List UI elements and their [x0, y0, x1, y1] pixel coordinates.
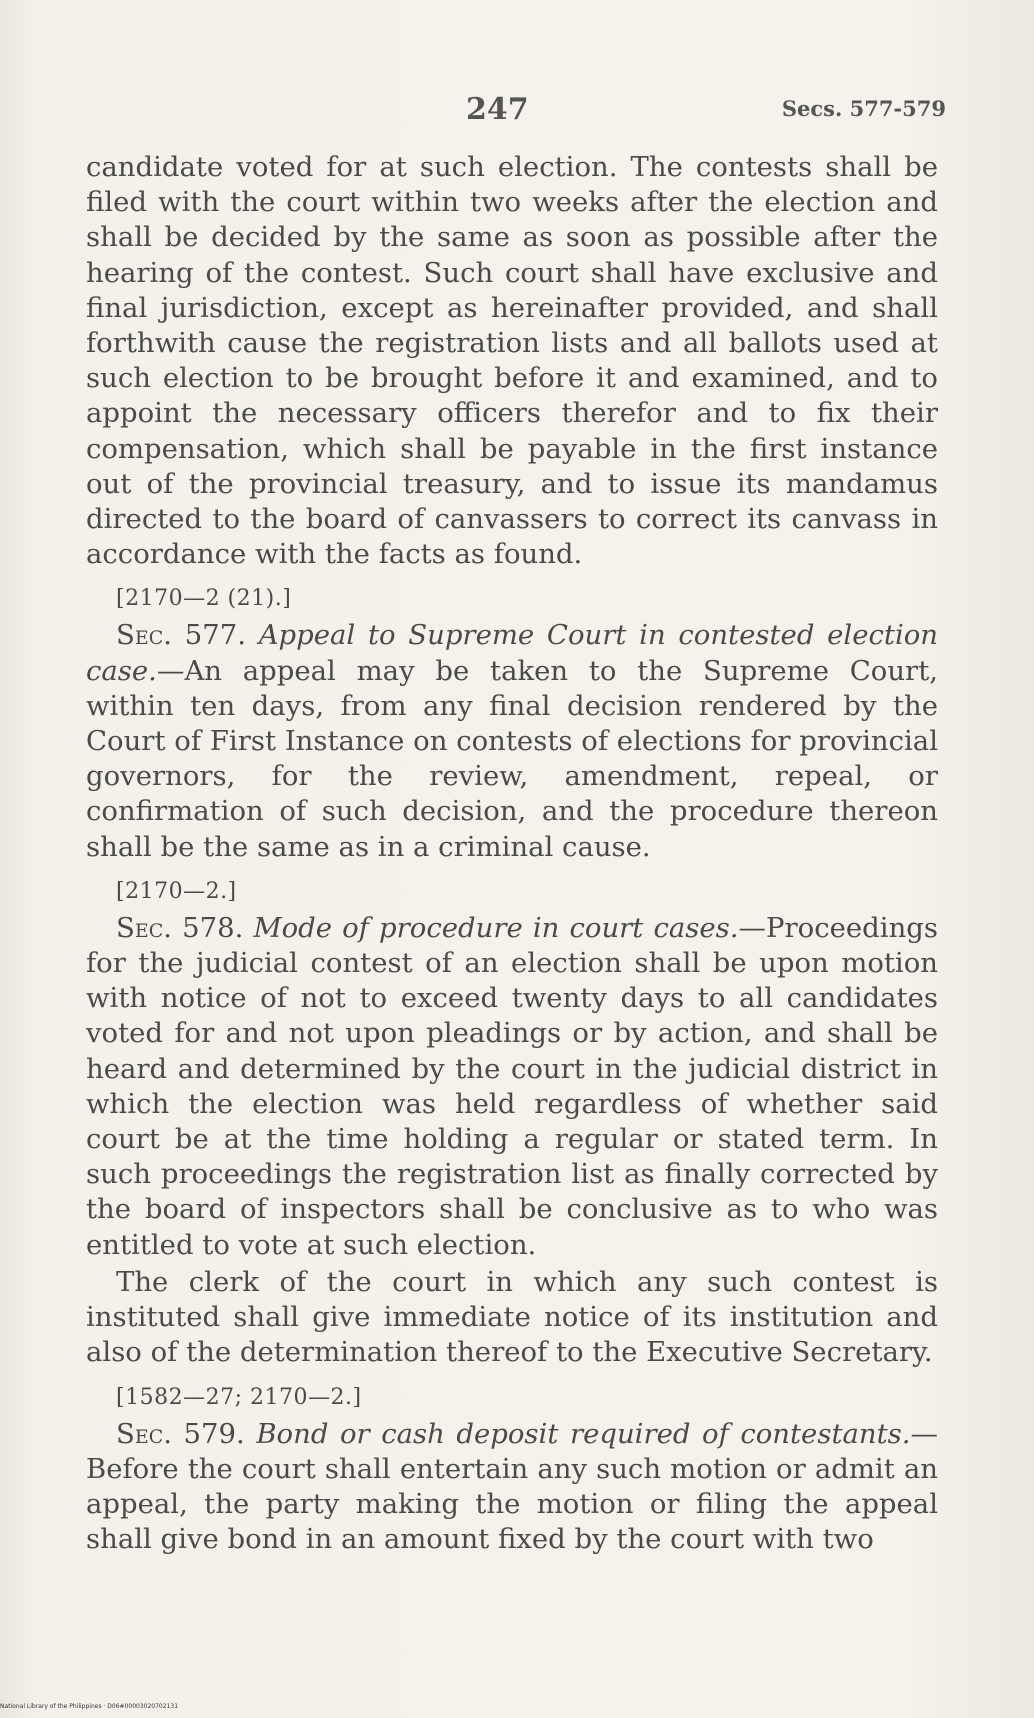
section-text: —Proceedings for the judicial contest of an election shall be upon motion with notice of not to exceed twenty days to all candidates voted for and not upon pleadings or by action, and shall be heard and determined by the court in the judicial district in which the election was held regardless of whether said court be at the time holding a regular or stated term. In such proceedings the registration list as finally corrected by the board of inspectors shall be conclusive as to who was entitled to vote at such election.: [86, 911, 938, 1261]
section-579: [86, 1417, 938, 1558]
section-578: [86, 911, 938, 1263]
page-body: [86, 150, 938, 1557]
continuation-paragraph: candidate voted for at such election. The contests shall be filed with the court within two weeks after the election and shall be decided by the same as soon as possible after the hearing of the contest. Such court shall have exclusive and final jurisdiction, except as hereinafter provided, and shall forthwith cause the registration lists and all ballots used at such election to be brought before it and examined, and to appoint the necessary officers therefor and to fix their compensation, which shall be payable in the first instance out of the provincial treasury, and to issue its mandamus directed to the board of canvassers to correct its canvass in accordance with the facts as found.: [86, 151, 938, 571]
section-title: Mode of procedure in court cases.: [253, 911, 739, 944]
section-577: [86, 618, 938, 864]
section-range: Secs. 577-579: [781, 96, 946, 121]
citation: [2170—2.]: [116, 878, 237, 904]
citation: [2170—2 (21).]: [116, 586, 292, 612]
section-title: Bond or cash deposit required of contestants.: [256, 1417, 911, 1450]
section-text: —An appeal may be taken to the Supreme Court, within ten days, from any final decision rendered by the Court of First Instance on contests of elections for provincial governors, for the review, amendment, repeal, or confirmation of such decision, and the procedure thereon shall be the same as in a criminal cause.: [86, 654, 938, 863]
section-title: Appeal to Supreme Court in contested election case.: [86, 619, 939, 687]
section-label: Sec. 577.: [116, 619, 246, 652]
section-label: Sec. 579.: [116, 1417, 245, 1450]
citation: [1582—27; 2170—2.]: [116, 1384, 362, 1410]
page-header: [86, 92, 946, 136]
section-label: Sec. 578.: [116, 911, 244, 944]
scan-footer: National Library of the Philippines · D06#00003020702131: [0, 1703, 179, 1710]
section-578-paragraph-2: The clerk of the court in which any such contest is instituted shall give immediate notice of its institution and also of the determination thereof to the Executive Secretary.: [86, 1265, 938, 1369]
page-number: 247: [466, 92, 529, 127]
section-text: — Before the court shall entertain any such motion or admit an appeal, the party making the motion or filing the appeal shall give bond in an amount fixed by the court with two: [86, 1417, 939, 1556]
